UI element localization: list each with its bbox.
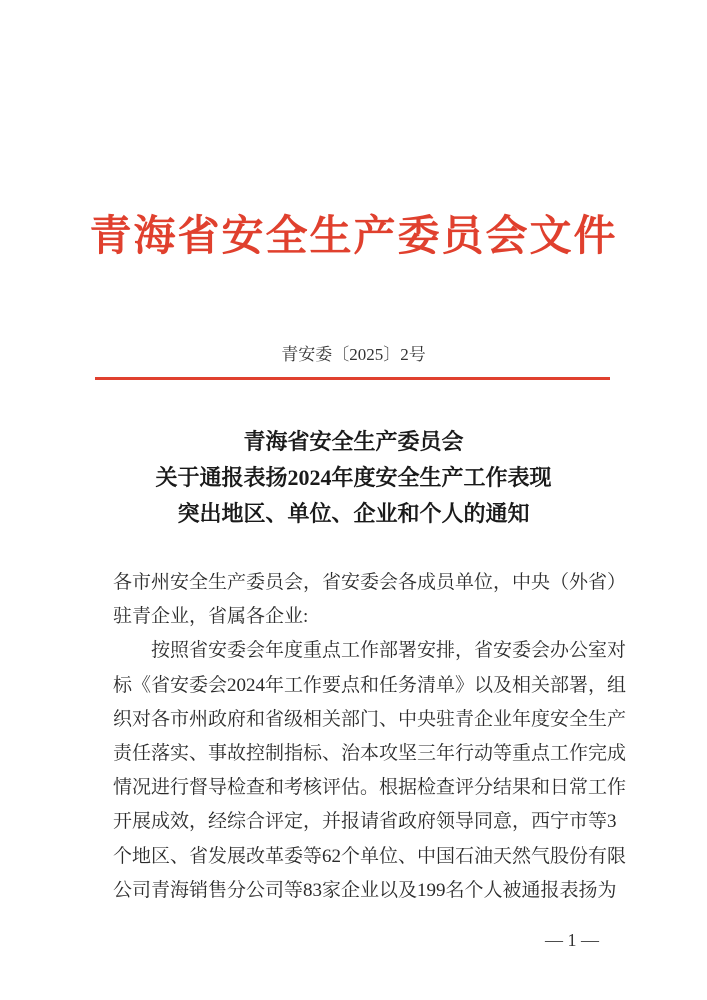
heading-line: 突出地区、单位、企业和个人的通知: [177, 501, 530, 526]
body-line: 各市州安全生产委员会，省安委会各成员单位，中央（外省）: [113, 572, 627, 593]
document-body: [113, 566, 627, 908]
body-line: 标《省安委会2024年工作要点和任务清单》以及相关部署，组: [113, 674, 627, 696]
heading-line: 青海省安全生产委员会: [243, 429, 464, 454]
notice-heading: [0, 424, 707, 532]
page-number: — 1 —: [545, 930, 599, 950]
body-line: 责任落实、事故控制指标、治本攻坚三年行动等重点工作完成: [113, 743, 627, 765]
red-divider: [95, 377, 610, 380]
body-line: 按照省安委会年度重点工作部署安排，省安委会办公室对: [151, 640, 627, 662]
document-number: 青安委〔2025〕2号: [281, 345, 426, 364]
body-line: 公司青海销售分公司等83家企业以及199名个人被通报表扬为: [113, 879, 617, 901]
body-line: 开展成效，经综合评定，并报请省政府领导同意，西宁市等3: [113, 811, 617, 833]
body-line: 情况进行督导检查和考核评估。根据检查评分结果和日常工作: [113, 777, 627, 799]
document-title: 青海省安全生产委员会文件: [89, 214, 618, 260]
body-line: 织对各市州政府和省级相关部门、中央驻青企业年度安全生产: [113, 708, 627, 730]
body-line: 驻青企业，省属各企业:: [113, 606, 309, 628]
body-line: 个地区、省发展改革委等62个单位、中国石油天然气股份有限: [113, 845, 627, 867]
heading-line: 关于通报表扬2024年度安全生产工作表现: [155, 465, 552, 490]
